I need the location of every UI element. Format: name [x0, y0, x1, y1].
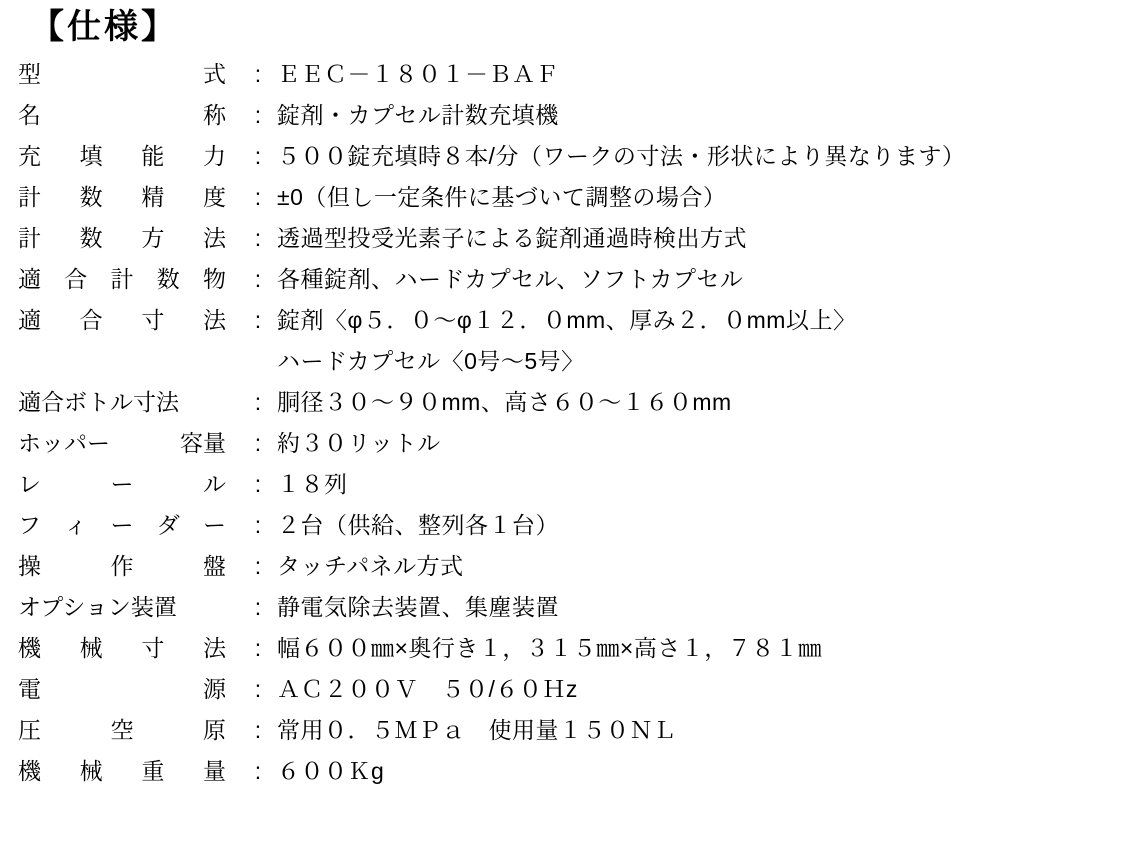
spec-label-cell: [14, 711, 243, 752]
spec-label-cell: [14, 752, 243, 793]
spec-label-cell: [14, 55, 243, 96]
table-row: [14, 219, 1114, 260]
spec-value: ＡＣ２００Ｖ ５０/６０Ｈz: [277, 676, 578, 703]
spec-colon: :: [254, 553, 262, 580]
spec-label: 型 式: [18, 61, 226, 88]
spec-value: 幅６００㎜×奥行き１，３１５㎜×高さ１，７８１㎜: [277, 635, 822, 662]
table-row: [14, 588, 1114, 629]
table-row: [14, 506, 1114, 547]
table-row: [14, 629, 1114, 670]
spec-value: 胴径３０～９０mm、高さ６０～１６０mm: [277, 389, 732, 416]
spec-colon: :: [254, 61, 262, 88]
spec-value: 各種錠剤、ハードカプセル、ソフトカプセル: [277, 266, 744, 293]
spec-colon: :: [254, 102, 262, 129]
spec-colon: :: [254, 635, 262, 662]
spec-colon: :: [254, 512, 262, 539]
table-row: [14, 547, 1114, 588]
spec-colon: :: [254, 594, 262, 621]
spec-label-cell: [14, 383, 243, 424]
table-row: [14, 260, 1114, 301]
spec-label: 圧 空 原: [18, 717, 226, 744]
spec-label: 機 械 重 量: [18, 758, 226, 785]
spec-value: タッチパネル方式: [277, 553, 464, 580]
spec-value: 錠剤・カプセル計数充填機: [277, 102, 559, 129]
spec-colon: :: [254, 430, 262, 457]
spec-value: ±0（但し一定条件に基づいて調整の場合）: [277, 184, 727, 211]
spec-value: 静電気除去装置、集塵装置: [277, 594, 559, 621]
spec-label-cell: [14, 547, 243, 588]
spec-label: オプション装置: [18, 594, 177, 621]
spec-label: 機 械 寸 法: [18, 635, 226, 662]
spec-colon: :: [254, 758, 262, 785]
spec-value: ６００Ｋg: [277, 758, 385, 785]
spec-label: 操 作 盤: [18, 553, 226, 580]
spec-label: 適 合 寸 法: [18, 307, 226, 334]
table-row: [14, 424, 1114, 465]
table-row: [14, 96, 1114, 137]
spec-colon: :: [254, 717, 262, 744]
spec-label: 計 数 精 度: [18, 184, 226, 211]
table-row: [14, 178, 1114, 219]
spec-value: ５００錠充填時８本/分（ワークの寸法・形状により異なります）: [277, 143, 966, 170]
specification-table: [14, 55, 1114, 793]
spec-label-cell: [14, 465, 243, 506]
spec-value-continued: ハードカプセル〈0号～5号〉: [277, 348, 585, 375]
spec-label-cell: [14, 178, 243, 219]
spec-label: 電 源: [18, 676, 226, 703]
page-title: 【仕様】: [30, 8, 178, 46]
spec-label-cell: [14, 506, 243, 547]
spec-label: 適合ボトル寸法: [18, 389, 179, 416]
spec-colon: :: [254, 225, 262, 252]
table-row: [14, 55, 1114, 96]
spec-label-cell-empty: [14, 342, 243, 383]
table-row: [14, 137, 1114, 178]
spec-colon: :: [254, 184, 262, 211]
spec-value: 常用０．５ＭＰａ 使用量１５０ＮＬ: [277, 717, 677, 744]
spec-label: 名 称: [18, 102, 226, 129]
spec-label: 適 合 計 数 物: [18, 266, 226, 293]
spec-colon: :: [254, 389, 262, 416]
spec-colon: :: [254, 471, 262, 498]
spec-value: 錠剤〈φ５．０～φ１２．０mm、厚み２．０mm以上〉: [277, 307, 857, 334]
spec-label-cell: [14, 96, 243, 137]
spec-label-cell: [14, 260, 243, 301]
table-row: [14, 301, 1114, 342]
spec-label-cell: [14, 219, 243, 260]
table-row: [14, 670, 1114, 711]
spec-label: 充 填 能 力: [18, 143, 226, 170]
spec-value: ２台（供給、整列各１台）: [277, 512, 559, 539]
table-row: [14, 465, 1114, 506]
table-row: [14, 383, 1114, 424]
spec-label-cell: [14, 670, 243, 711]
table-row: [14, 752, 1114, 793]
table-row: [14, 711, 1114, 752]
spec-label-cell: [14, 629, 243, 670]
spec-colon: :: [254, 143, 262, 170]
spec-value: １８列: [277, 471, 348, 498]
spec-colon-empty: [243, 342, 273, 383]
spec-colon: :: [254, 307, 262, 334]
spec-value: 約３０リットル: [277, 430, 441, 457]
spec-label-cell: [14, 301, 243, 342]
spec-value: ＥＥＣ－１８０１－ＢＡＦ: [277, 61, 559, 88]
spec-label: フ ィ ー ダ ー: [18, 512, 226, 539]
spec-label-cell: [14, 588, 243, 629]
spec-label: 計 数 方 法: [18, 225, 226, 252]
spec-label-cell: [14, 137, 243, 178]
spec-value: 透過型投受光素子による錠剤通過時検出方式: [277, 225, 747, 252]
spec-label: ホッパー 容量: [18, 430, 226, 457]
spec-colon: :: [254, 266, 262, 293]
spec-label: レ ー ル: [18, 471, 226, 498]
spec-colon: :: [254, 676, 262, 703]
spec-label-cell: [14, 424, 243, 465]
table-row-continuation: [14, 342, 1114, 383]
